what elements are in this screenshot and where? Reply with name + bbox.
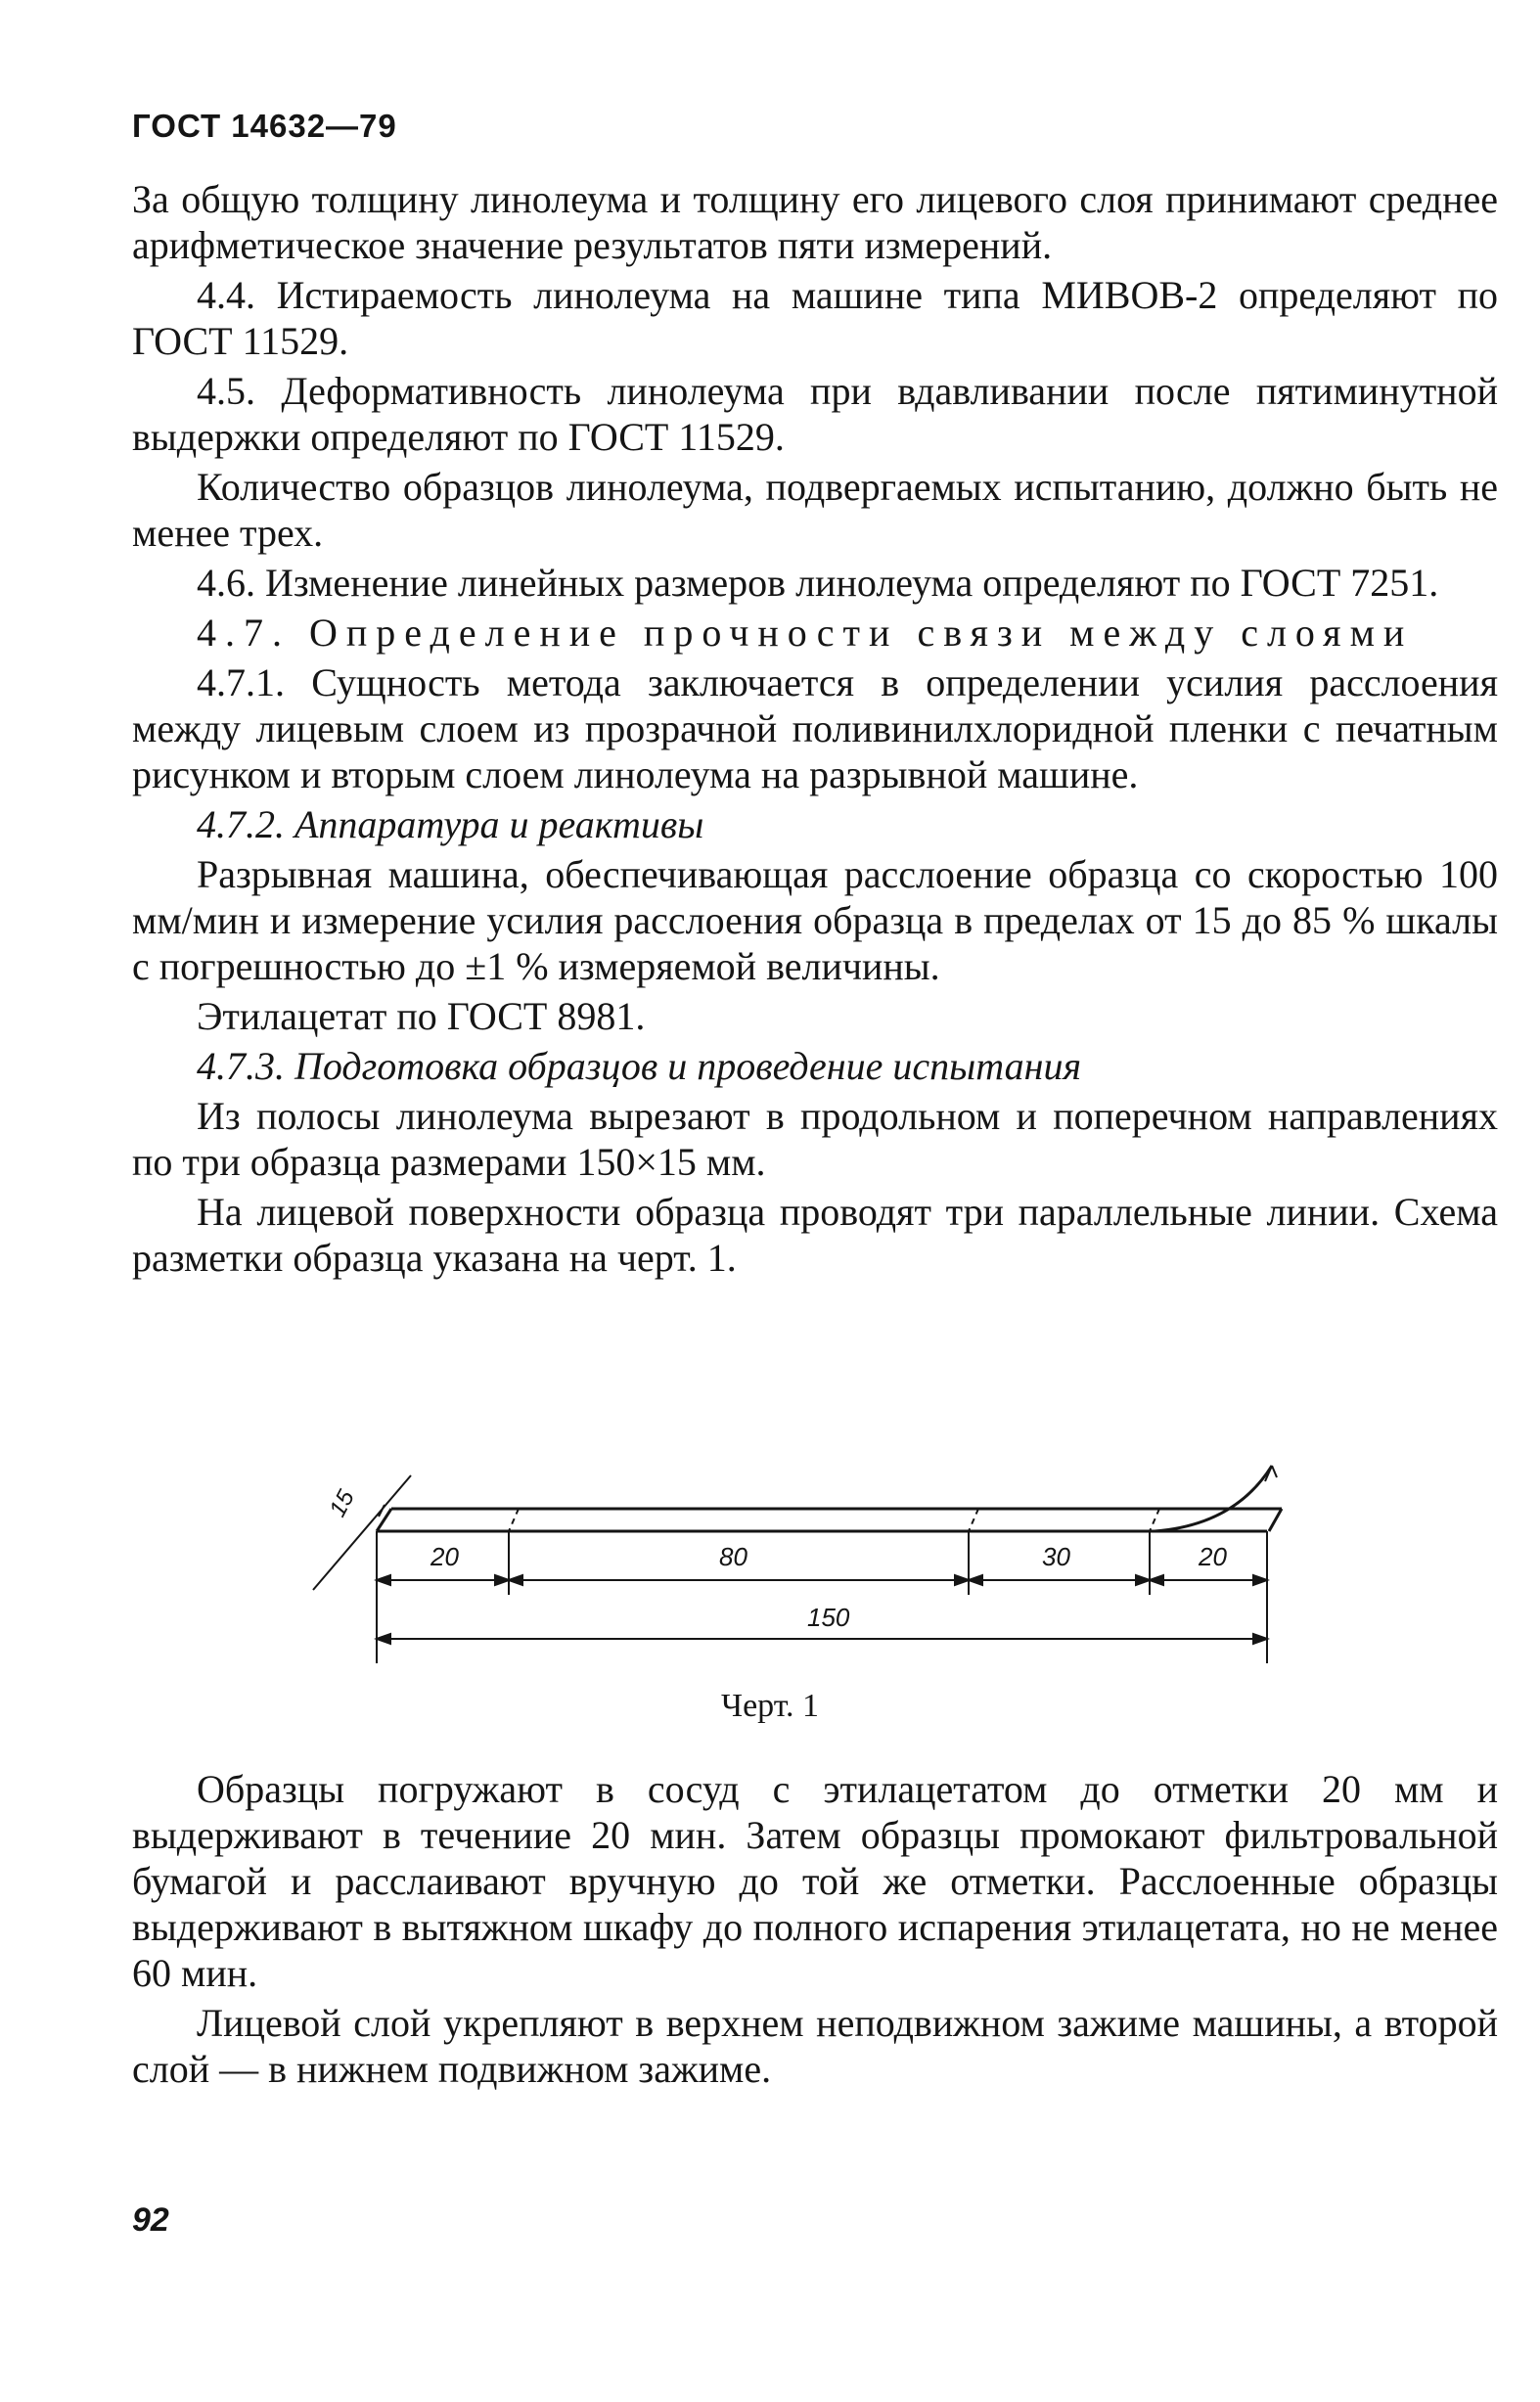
subheading-4-7-2: 4.7.2. Аппаратура и реактивы <box>197 802 704 846</box>
page-number: 92 <box>132 2201 169 2239</box>
paragraph-clamping: Лицевой слой укрепляют в верхнем неподвижном зажиме машины, а второй слой — в нижнем подвижном зажиме. <box>132 2001 1498 2091</box>
paragraph-marking: На лицевой поверхности образца проводят три параллельные линии. Схема разметки образца указана на черт. 1. <box>132 1190 1498 1280</box>
paragraph-ethyl-acetate: Этилацетат по ГОСТ 8981. <box>197 994 646 1038</box>
paragraph-sample-count: Количество образцов линолеума, подвергаемых испытанию, должно быть не менее трех. <box>132 465 1498 555</box>
paragraph-4-5: 4.5. Деформативность линолеума при вдавливании после пятиминутной выдержки определяют по ГОСТ 11529. <box>132 369 1498 459</box>
continued-text <box>132 1766 1498 2096</box>
dim-label-total: 150 <box>807 1603 850 1632</box>
figure-caption: Черт. 1 <box>720 1688 820 1724</box>
dim-label-4: 20 <box>1199 1542 1227 1571</box>
paragraph-cutting: Из полосы линолеума вырезают в продольном и поперечном направлениях по три образца размерами 150×15 мм. <box>132 1094 1498 1184</box>
sample-marking-diagram <box>132 1458 1498 1683</box>
subheading-4-7-3: 4.7.3. Подготовка образцов и проведение испытания <box>197 1044 1082 1088</box>
paragraph-immersion: Образцы погружают в сосуд с этилацетатом до отметки 20 мм и выдерживают в течениие 20 мин. Затем образцы промокают фильтровальной бумагой и расслаивают вручную до той же отметки. Расслоенные образцы выдерживают в вытяжном шкафу до полного испарения этилацетата, но не менее 60 мин. <box>132 1767 1498 1995</box>
paragraph-4-4: 4.4. Истираемость линолеума на машине типа МИВОВ-2 определяют по ГОСТ 11529. <box>132 273 1498 363</box>
paragraph-machine: Разрывная машина, обеспечивающая расслоение образца со скоростью 100 мм/мин и измерение усилия расслоения образца в пределах от 15 до 85 % шкалы с погрешностью до ±1 % измеряемой величины. <box>132 852 1498 988</box>
paragraph-4-6: 4.6. Изменение линейных размеров линолеума определяют по ГОСТ 7251. <box>197 561 1439 605</box>
document-header: ГОСТ 14632—79 <box>132 108 397 144</box>
dimension-lines <box>377 1531 1267 1663</box>
dim-label-3: 30 <box>1042 1542 1070 1571</box>
width-label: 15 <box>324 1485 360 1521</box>
dim-label-1: 20 <box>430 1542 459 1571</box>
paragraph-thickness: За общую толщину линолеума и толщину его лицевого слоя принимают среднее арифметическое значение результатов пяти измерений. <box>132 177 1498 267</box>
dim-label-2: 80 <box>719 1542 747 1571</box>
section-heading-4-7: 4.7. Определение прочности связи между слоями <box>197 611 1414 655</box>
main-text <box>132 176 1498 1285</box>
sample-strip <box>377 1466 1282 1531</box>
paragraph-4-7-1: 4.7.1. Сущность метода заключается в определении усилия расслоения между лицевым слоем из прозрачной поливинилхлоридной пленки с печатным рисунком и вторым слоем линолеума на разрывной машине. <box>132 660 1498 796</box>
